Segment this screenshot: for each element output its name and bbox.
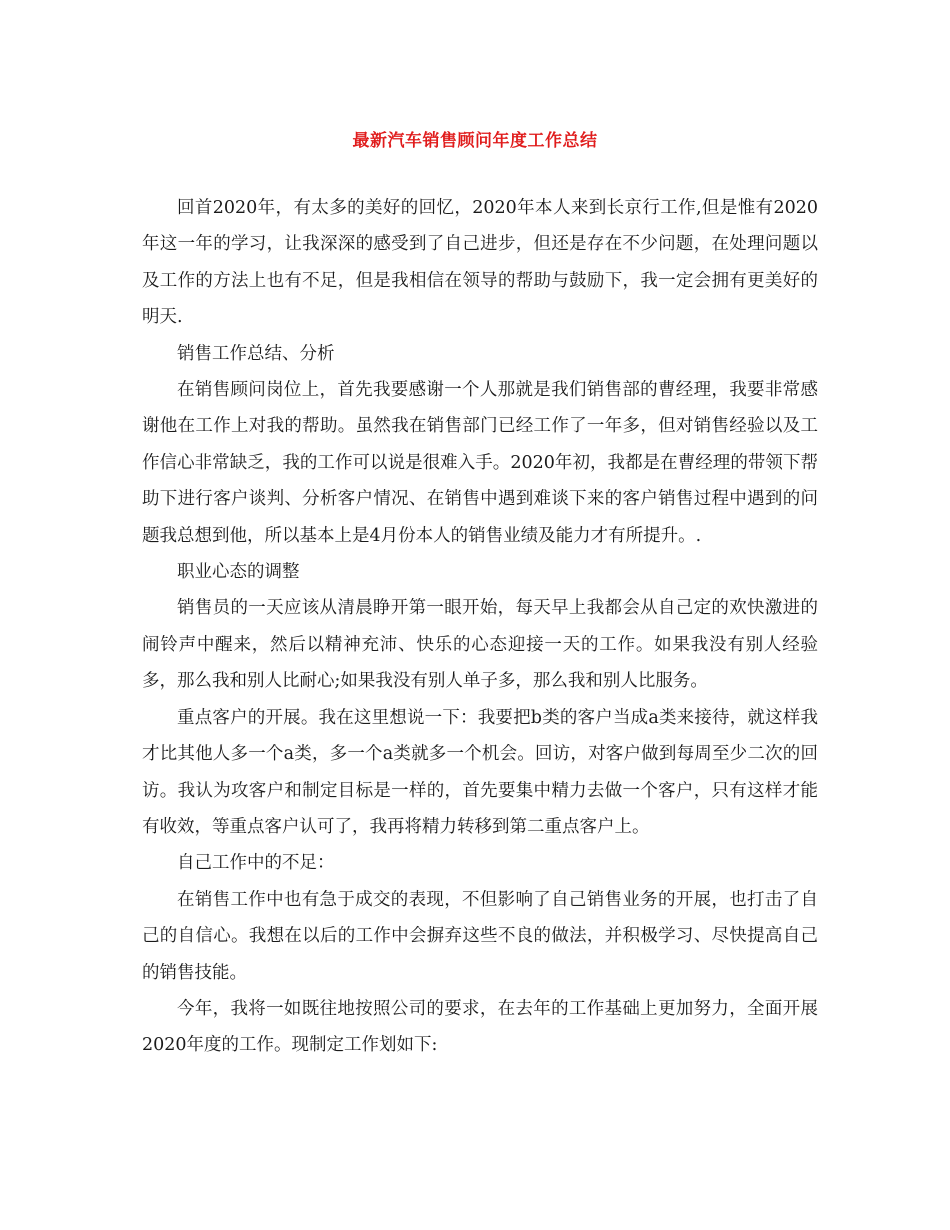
paragraph-sales-summary: 在销售顾问岗位上，首先我要感谢一个人那就是我们销售部的曹经理，我要非常感谢他在工作上对我的帮助。虽然我在销售部门已经工作了一年多，但对销售经验以及工作信心非常缺乏，我的工作可以说是很难入手。2020年初，我都是在曹经理的带领下帮助下进行客户谈判、分析客户情况、在销售中遇到难谈下来的客户销售过程中遇到的问题我总想到他，所以基本上是4月份本人的销售业绩及能力才有所提升。. [142,380,818,546]
paragraph-mindset: 销售员的一天应该从清晨睁开第一眼开始，每天早上我都会从自己定的欢快激进的闹铃声中醒来，然后以精神充沛、快乐的心态迎接一天的工作。如果我没有别人经验多，那么我和别人比耐心;如果我没有别人单子多，那么我和别人比服务。 [142,598,818,692]
paragraph-intro: 回首2020年，有太多的美好的回忆，2020年本人来到长京行工作,但是惟有2020年这一年的学习，让我深深的感受到了自己进步，但还是存在不少问题，在处理问题以及工作的方法上也有不足，但是我相信在领导的帮助与鼓励下，我一定会拥有更美好的明天. [142,198,818,328]
paragraph-plan: 今年，我将一如既往地按照公司的要求，在去年的工作基础上更加努力，全面开展2020年度的工作。现制定工作划如下: [142,998,818,1056]
document-body [142,190,818,1064]
document-title: 最新汽车销售顾问年度工作总结 [352,131,598,151]
paragraph-key-clients: 重点客户的开展。我在这里想说一下：我要把b类的客户当成a类来接待，就这样我才比其他人多一个a类，多一个a类就多一个机会。回访，对客户做到每周至少二次的回访。我认为攻客户和制定目标是一样的，首先要集中精力去做一个客户，只有这样才能有收效，等重点客户认可了，我再将精力转移到第二重点客户上。 [142,707,818,837]
section-heading-shortcomings: 自己工作中的不足： [177,853,335,874]
paragraph-shortcomings: 在销售工作中也有急于成交的表现，不但影响了自己销售业务的开展，也打击了自己的自信心。我想在以后的工作中会摒弃这些不良的做法，并积极学习、尽快提高自己的销售技能。 [142,889,818,983]
section-heading-mindset: 职业心态的调整 [177,562,300,583]
section-heading-sales-summary: 销售工作总结、分析 [177,343,335,364]
